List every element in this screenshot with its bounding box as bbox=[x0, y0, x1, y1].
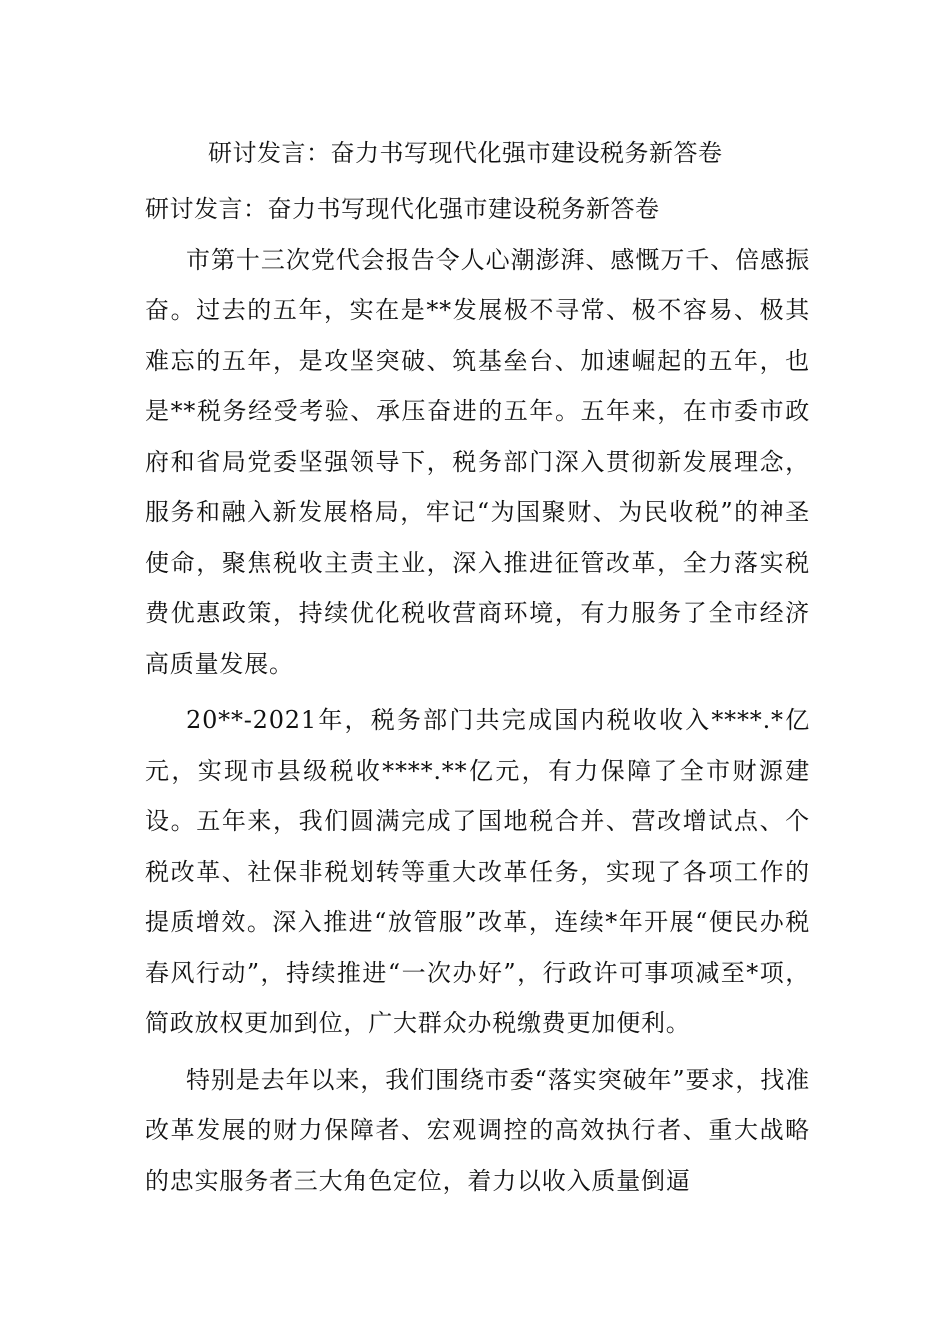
paragraph-3: 特别是去年以来，我们围绕市委“落实突破年”要求，找准改革发展的财力保障者、宏观调控的高效执行者、重大战略的忠实服务者三大角色定位，着力以收入质量倒逼 bbox=[145, 1065, 810, 1195]
paragraph-1: 市第十三次党代会报告令人心潮澎湃、感慨万千、倍感振奋。过去的五年，实在是**发展极不寻常、极不容易、极其难忘的五年，是攻坚突破、筑基垒台、加速崛起的五年，也是**税务经受考验、承压奋进的五年。五年来，在市委市政府和省局党委坚强领导下，税务部门深入贯彻新发展理念，服务和融入新发展格局，牢记“为国聚财、为民收税”的神圣使命，聚焦税收主责主业，深入推进征管改革，全力落实税费优惠政策，持续优化税收营商环境，有力服务了全市经济高质量发展。 bbox=[145, 245, 810, 678]
document-title: 研讨发言：奋力书写现代化强市建设税务新答卷 bbox=[208, 139, 723, 167]
document-subtitle: 研讨发言：奋力书写现代化强市建设税务新答卷 bbox=[145, 195, 660, 223]
paragraph-2: 20**-2021年，税务部门共完成国内税收收入****.*亿元，实现市县级税收****.**亿元，有力保障了全市财源建设。五年来，我们圆满完成了国地税合并、营改增试点、个税改革、社保非税划转等重大改革任务，实现了各项工作的提质增效。深入推进“放管服”改革，连续*年开展“便民办税春风行动”，持续推进“一次办好”，行政许可事项减至*项，简政放权更加到位，广大群众办税缴费更加便利。 bbox=[145, 706, 810, 1037]
document-body bbox=[145, 184, 810, 1206]
